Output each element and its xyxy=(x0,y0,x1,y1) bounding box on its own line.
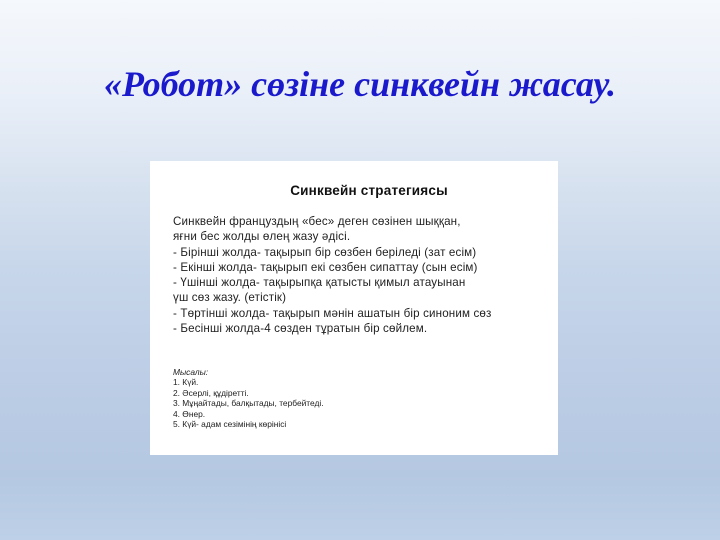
slide-title: «Робот» сөзіне синквейн жасау. xyxy=(103,64,617,104)
sinkwein-strategy-card xyxy=(150,161,558,455)
body-line: - Үшінші жолда- тақырыпқа қатысты қимыл атауынан xyxy=(173,276,466,290)
body-line: Синквейн француздың «бес» деген сөзінен шыққан, xyxy=(173,215,461,228)
example-block xyxy=(173,367,473,429)
body-line: - Бесінші жолда-4 сөзден тұратын бір сөйлем. xyxy=(173,322,428,336)
example-label: Мысалы: xyxy=(173,367,209,377)
example-line: 4. Өнер. xyxy=(173,408,206,419)
card-heading: Синквейн стратегиясы xyxy=(290,183,448,198)
body-line: - Төртінші жолда- тақырып мәнін ашатын бір синоним сөз xyxy=(173,306,492,320)
example-line: 5. Күй- адам сезімінің көрінісі xyxy=(173,419,287,430)
card-body xyxy=(173,214,553,336)
example-line: 3. Мұңайтады, балқытады, тербейтеді. xyxy=(173,398,324,409)
body-line: - Бірінші жолда- тақырып бір сөзбен беріледі (зат есім) xyxy=(173,245,477,259)
body-line: үш сөз жазу. (етістік) xyxy=(173,291,287,305)
body-line: - Екінші жолда- тақырып екі сөзбен сипаттау (сын есім) xyxy=(173,260,478,274)
example-line: 2. Әсерлі, құдіретті. xyxy=(173,387,249,398)
example-line: 1. Күй. xyxy=(173,377,199,388)
body-line: яғни бес жолды өлең жазу әдісі. xyxy=(173,230,351,244)
